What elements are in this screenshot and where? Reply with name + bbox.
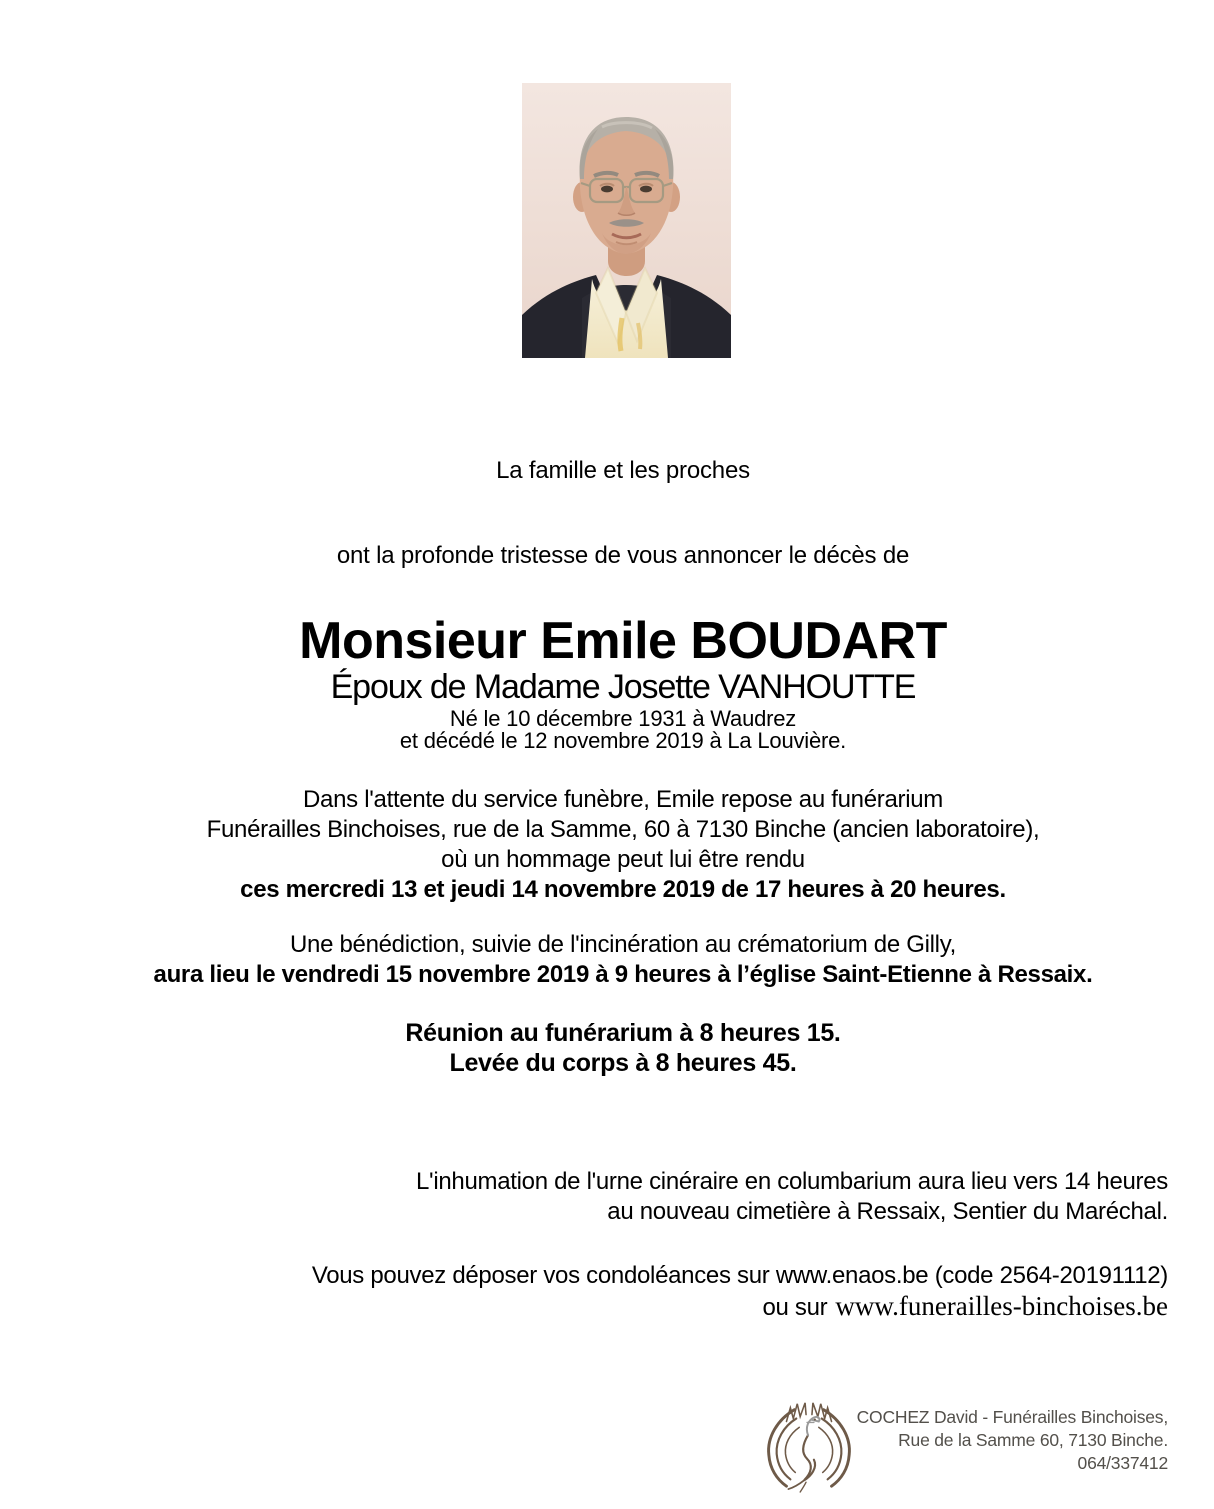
burial-paragraph — [0, 1167, 1168, 1227]
condolences-line-2-prefix: ou sur — [762, 1294, 828, 1321]
funeral-home-website-url: www.funerailles-binchoises.be — [835, 1291, 1168, 1321]
ceremony-line-1: Une bénédiction, suivie de l'incinération au crématorium de Gilly, — [289, 931, 957, 958]
footer-address-line: Rue de la Samme 60, 7130 Binche. — [898, 1430, 1168, 1450]
repose-line-3: où un hommage peut lui être rendu — [441, 846, 805, 873]
footer-phone-number: 064/337412 — [1077, 1453, 1168, 1473]
ceremony-date-line: aura lieu le vendredi 15 novembre 2019 à 9 heures à l’église Saint-Etienne à Ressaix. — [153, 961, 1093, 988]
repose-visiting-hours: ces mercredi 13 et jeudi 14 novembre 2019 de 17 heures à 20 heures. — [240, 876, 1006, 903]
deceased-dates — [32, 708, 1214, 751]
burial-line-1: L'inhumation de l'urne cinéraire en columbarium aura lieu vers 14 heures — [416, 1168, 1168, 1195]
portrait-photo — [522, 83, 731, 358]
deceased-spouse-line: Époux de Madame Josette VANHOUTTE — [330, 668, 916, 706]
burial-line-2: au nouveau cimetière à Ressaix, Sentier du Maréchal. — [607, 1198, 1168, 1225]
birth-line: Né le 10 décembre 1931 à Waudrez — [449, 706, 797, 731]
footer-company-line: COCHEZ David - Funérailles Binchoises, — [856, 1407, 1168, 1427]
footer-contact-block — [0, 1406, 1168, 1475]
condolences-line-2 — [0, 1291, 1168, 1323]
deceased-name: Monsieur Emile BOUDART — [299, 612, 947, 670]
condolences-paragraph — [0, 1261, 1168, 1323]
death-line: et décédé le 12 novembre 2019 à La Louvière. — [399, 727, 847, 753]
repose-line-2: Funérailles Binchoises, rue de la Samme, 60 à 7130 Binche (ancien laboratoire), — [206, 816, 1040, 843]
condolences-line-1: Vous pouvez déposer vos condoléances sur www.enaos.be (code 2564-20191112) — [311, 1262, 1168, 1289]
schedule-departure-line: Levée du corps à 8 heures 45. — [449, 1049, 797, 1077]
intro-line-1: La famille et les proches — [496, 457, 750, 484]
repose-line-1: Dans l'attente du service funèbre, Emile repose au funérarium — [303, 786, 943, 813]
repose-paragraph — [32, 785, 1214, 905]
schedule-meeting-line: Réunion au funérarium à 8 heures 15. — [405, 1019, 841, 1047]
intro-line-2: ont la profonde tristesse de vous annoncer le décès de — [336, 542, 910, 569]
ceremony-paragraph — [32, 930, 1214, 990]
schedule-block — [32, 1018, 1214, 1078]
